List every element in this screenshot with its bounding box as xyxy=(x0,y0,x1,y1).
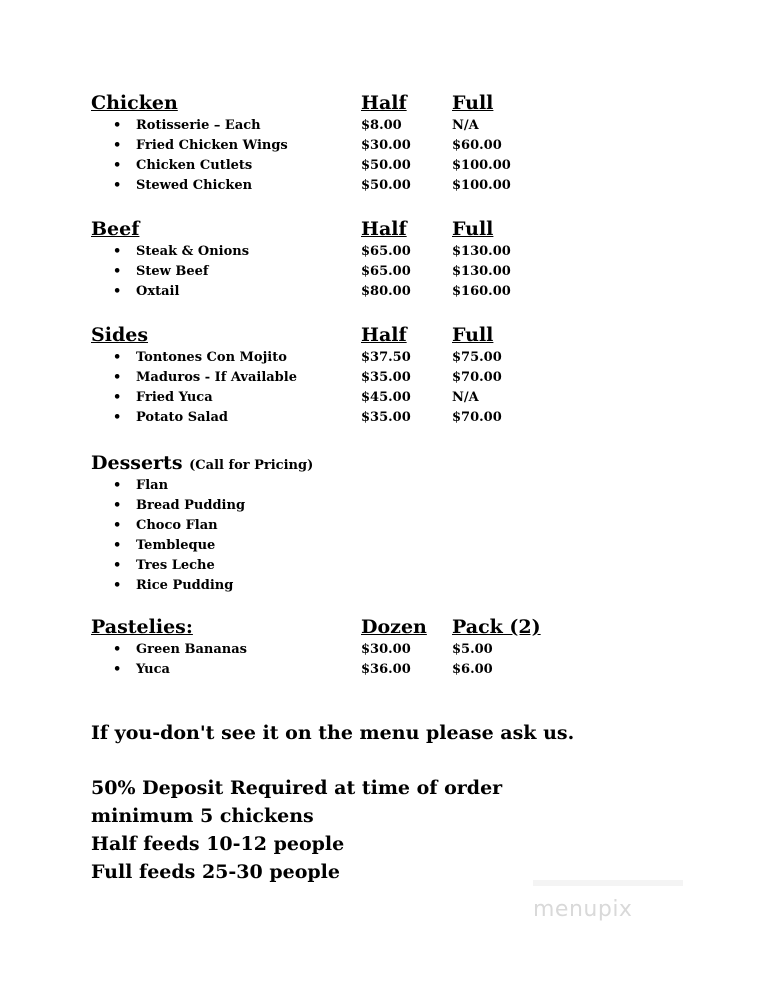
item-name: Rice Pudding xyxy=(136,578,234,593)
item-price-half: $37.50 xyxy=(361,350,411,365)
chicken-col-half: Half xyxy=(361,92,407,114)
bullet: • xyxy=(113,662,122,677)
bullet: • xyxy=(113,498,122,513)
item-price-full: $70.00 xyxy=(452,410,502,425)
bullet: • xyxy=(113,284,122,299)
full-feeds-note: Full feeds 25-30 people xyxy=(91,861,340,883)
bullet: • xyxy=(113,518,122,533)
beef-col-half: Half xyxy=(361,218,407,240)
item-price-dozen: $30.00 xyxy=(361,642,411,657)
bullet: • xyxy=(113,370,122,385)
bullet: • xyxy=(113,244,122,259)
item-price-full: $130.00 xyxy=(452,264,511,279)
pastelies-title: Pastelies: xyxy=(91,616,193,638)
menu-item xyxy=(91,662,691,682)
item-name: Yuca xyxy=(136,662,170,677)
deposit-note: 50% Deposit Required at time of order xyxy=(91,777,503,799)
bullet: • xyxy=(113,538,122,553)
menu-item xyxy=(91,118,691,138)
bullet: • xyxy=(113,642,122,657)
menu-item xyxy=(91,578,691,598)
pastelies-col-pack: Pack (2) xyxy=(452,616,541,638)
item-name: Steak & Onions xyxy=(136,244,250,259)
pastelies-col-dozen: Dozen xyxy=(361,616,427,638)
item-price-dozen: $36.00 xyxy=(361,662,411,677)
item-name: Stew Beef xyxy=(136,264,209,279)
item-price-half: $50.00 xyxy=(361,158,411,173)
bullet: • xyxy=(113,558,122,573)
bullet: • xyxy=(113,264,122,279)
bullet: • xyxy=(113,178,122,193)
item-name: Choco Flan xyxy=(136,518,218,533)
item-name: Oxtail xyxy=(136,284,180,299)
bullet: • xyxy=(113,578,122,593)
bullet: • xyxy=(113,138,122,153)
item-price-half: $80.00 xyxy=(361,284,411,299)
item-price-half: $30.00 xyxy=(361,138,411,153)
bullet: • xyxy=(113,118,122,133)
menu-item xyxy=(91,158,691,178)
menu-item xyxy=(91,264,691,284)
item-name: Tembleque xyxy=(136,538,216,553)
sides-col-half: Half xyxy=(361,324,407,346)
menu-item xyxy=(91,244,691,264)
item-price-half: $8.00 xyxy=(361,118,402,133)
chicken-header xyxy=(91,92,691,118)
bullet: • xyxy=(113,158,122,173)
item-name: Fried Chicken Wings xyxy=(136,138,288,153)
item-name: Rotisserie – Each xyxy=(136,118,261,133)
item-name: Potato Salad xyxy=(136,410,228,425)
beef-header xyxy=(91,218,691,244)
menu-item xyxy=(91,478,691,498)
ask-line: If you-don't see it on the menu please ask us. xyxy=(91,722,575,744)
item-name: Tontones Con Mojito xyxy=(136,350,287,365)
beef-title: Beef xyxy=(91,218,140,240)
item-price-half: $35.00 xyxy=(361,410,411,425)
menu-item xyxy=(91,350,691,370)
bullet: • xyxy=(113,478,122,493)
sides-title: Sides xyxy=(91,324,149,346)
menu-item xyxy=(91,410,691,430)
item-price-half: $35.00 xyxy=(361,370,411,385)
item-price-half: $50.00 xyxy=(361,178,411,193)
item-price-full: $100.00 xyxy=(452,178,511,193)
order-notes xyxy=(91,774,502,886)
item-price-full: N/A xyxy=(452,390,479,405)
chicken-title: Chicken xyxy=(91,92,178,114)
bullet: • xyxy=(113,390,122,405)
chicken-section xyxy=(91,92,691,198)
menu-item xyxy=(91,518,691,538)
item-name: Stewed Chicken xyxy=(136,178,253,193)
item-price-half: $65.00 xyxy=(361,264,411,279)
sides-header xyxy=(91,324,691,350)
watermark-smudge xyxy=(533,880,683,886)
sides-section xyxy=(91,324,691,430)
pastelies-header xyxy=(91,616,691,642)
item-name: Tres Leche xyxy=(136,558,215,573)
desserts-note: (Call for Pricing) xyxy=(189,458,314,473)
item-name: Chicken Cutlets xyxy=(136,158,253,173)
item-name: Maduros - If Available xyxy=(136,370,297,385)
item-price-full: $70.00 xyxy=(452,370,502,385)
item-price-full: N/A xyxy=(452,118,479,133)
menu-item xyxy=(91,390,691,410)
sides-col-full: Full xyxy=(452,324,494,346)
item-price-pack: $5.00 xyxy=(452,642,493,657)
desserts-title-text: Desserts xyxy=(91,452,183,474)
menu-item xyxy=(91,138,691,158)
item-price-full: $100.00 xyxy=(452,158,511,173)
menu-item xyxy=(91,558,691,578)
item-price-full: $75.00 xyxy=(452,350,502,365)
bullet: • xyxy=(113,410,122,425)
item-name: Bread Pudding xyxy=(136,498,246,513)
desserts-section xyxy=(91,452,691,598)
desserts-title xyxy=(91,452,313,474)
item-price-pack: $6.00 xyxy=(452,662,493,677)
item-name: Fried Yuca xyxy=(136,390,213,405)
item-name: Flan xyxy=(136,478,169,493)
half-feeds-note: Half feeds 10-12 people xyxy=(91,833,345,855)
menu-item xyxy=(91,178,691,198)
menu-item xyxy=(91,284,691,304)
chicken-col-full: Full xyxy=(452,92,494,114)
menu-item xyxy=(91,642,691,662)
menu-item xyxy=(91,370,691,390)
menu-item xyxy=(91,498,691,518)
watermark-logo: menupix xyxy=(533,897,633,922)
item-price-half: $65.00 xyxy=(361,244,411,259)
item-price-full: $130.00 xyxy=(452,244,511,259)
menu-item xyxy=(91,538,691,558)
beef-section xyxy=(91,218,691,304)
item-price-half: $45.00 xyxy=(361,390,411,405)
item-price-full: $160.00 xyxy=(452,284,511,299)
minimum-note: minimum 5 chickens xyxy=(91,805,314,827)
item-name: Green Bananas xyxy=(136,642,247,657)
pastelies-section xyxy=(91,616,691,682)
desserts-header xyxy=(91,452,691,478)
beef-col-full: Full xyxy=(452,218,494,240)
item-price-full: $60.00 xyxy=(452,138,502,153)
bullet: • xyxy=(113,350,122,365)
